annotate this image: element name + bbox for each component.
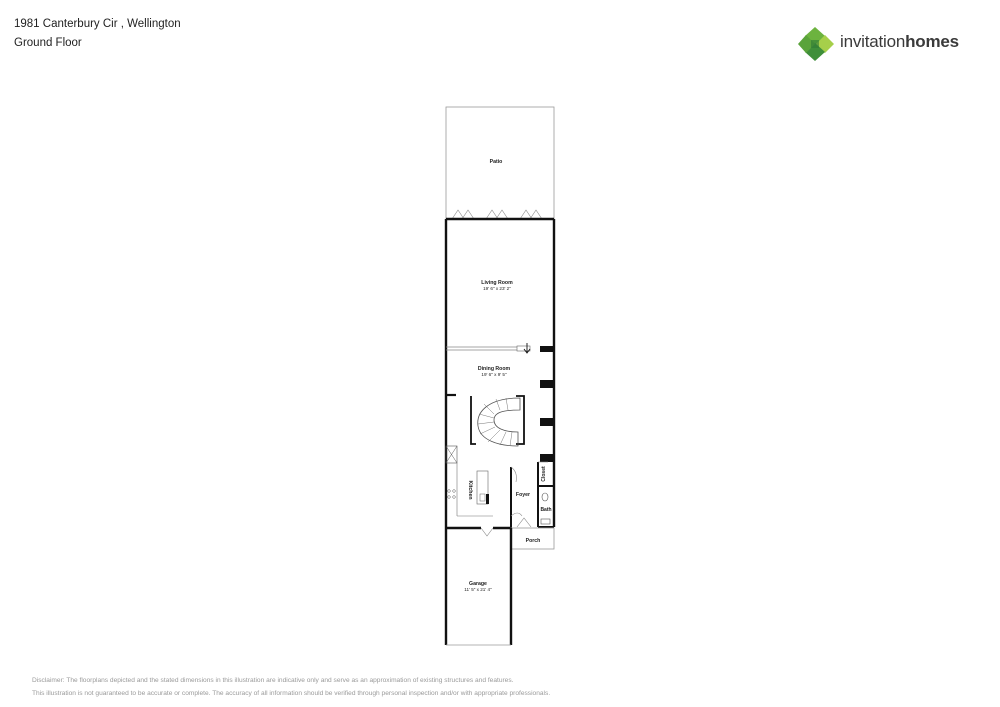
disclaimer-line-1: Disclaimer: The floorplans depicted and the stated dimensions in this illustration are indicative only and serve as an approximation of existing structures and features. xyxy=(32,677,514,684)
patio-label: Patio xyxy=(489,159,503,165)
logo-word-invitation: invitation xyxy=(840,32,906,51)
foyer-label: Foyer xyxy=(515,492,531,498)
garage-label: Garage xyxy=(469,581,487,587)
dining-room-dims: 19' 6" x 9' 5" xyxy=(481,372,507,377)
structural-columns xyxy=(540,346,554,462)
patio-doors xyxy=(452,210,542,219)
property-address: 1981 Canterbury Cir , Wellington xyxy=(14,18,181,30)
disclaimer xyxy=(32,674,550,700)
living-room-dims: 19' 6" x 23' 2" xyxy=(483,286,511,291)
bath-label: Bath xyxy=(540,507,552,513)
floor-label: Ground Floor xyxy=(14,37,82,49)
kitchen-label: Kitchen xyxy=(467,480,473,500)
living-room-label: Living Room xyxy=(481,280,513,286)
logo-word-homes: homes xyxy=(905,32,959,51)
dining-room-label: Dining Room xyxy=(477,366,511,372)
porch-label: Porch xyxy=(525,538,541,544)
closet-label: Closet xyxy=(541,466,547,482)
garage-dims: 11' 5" x 21' 4" xyxy=(464,587,492,592)
disclaimer-line-2: This illustration is not guaranteed to be accurate or complete. The accuracy of all information should be verified through personal inspection and/or with appropriate professionals. xyxy=(32,690,551,697)
staircase xyxy=(471,396,524,446)
